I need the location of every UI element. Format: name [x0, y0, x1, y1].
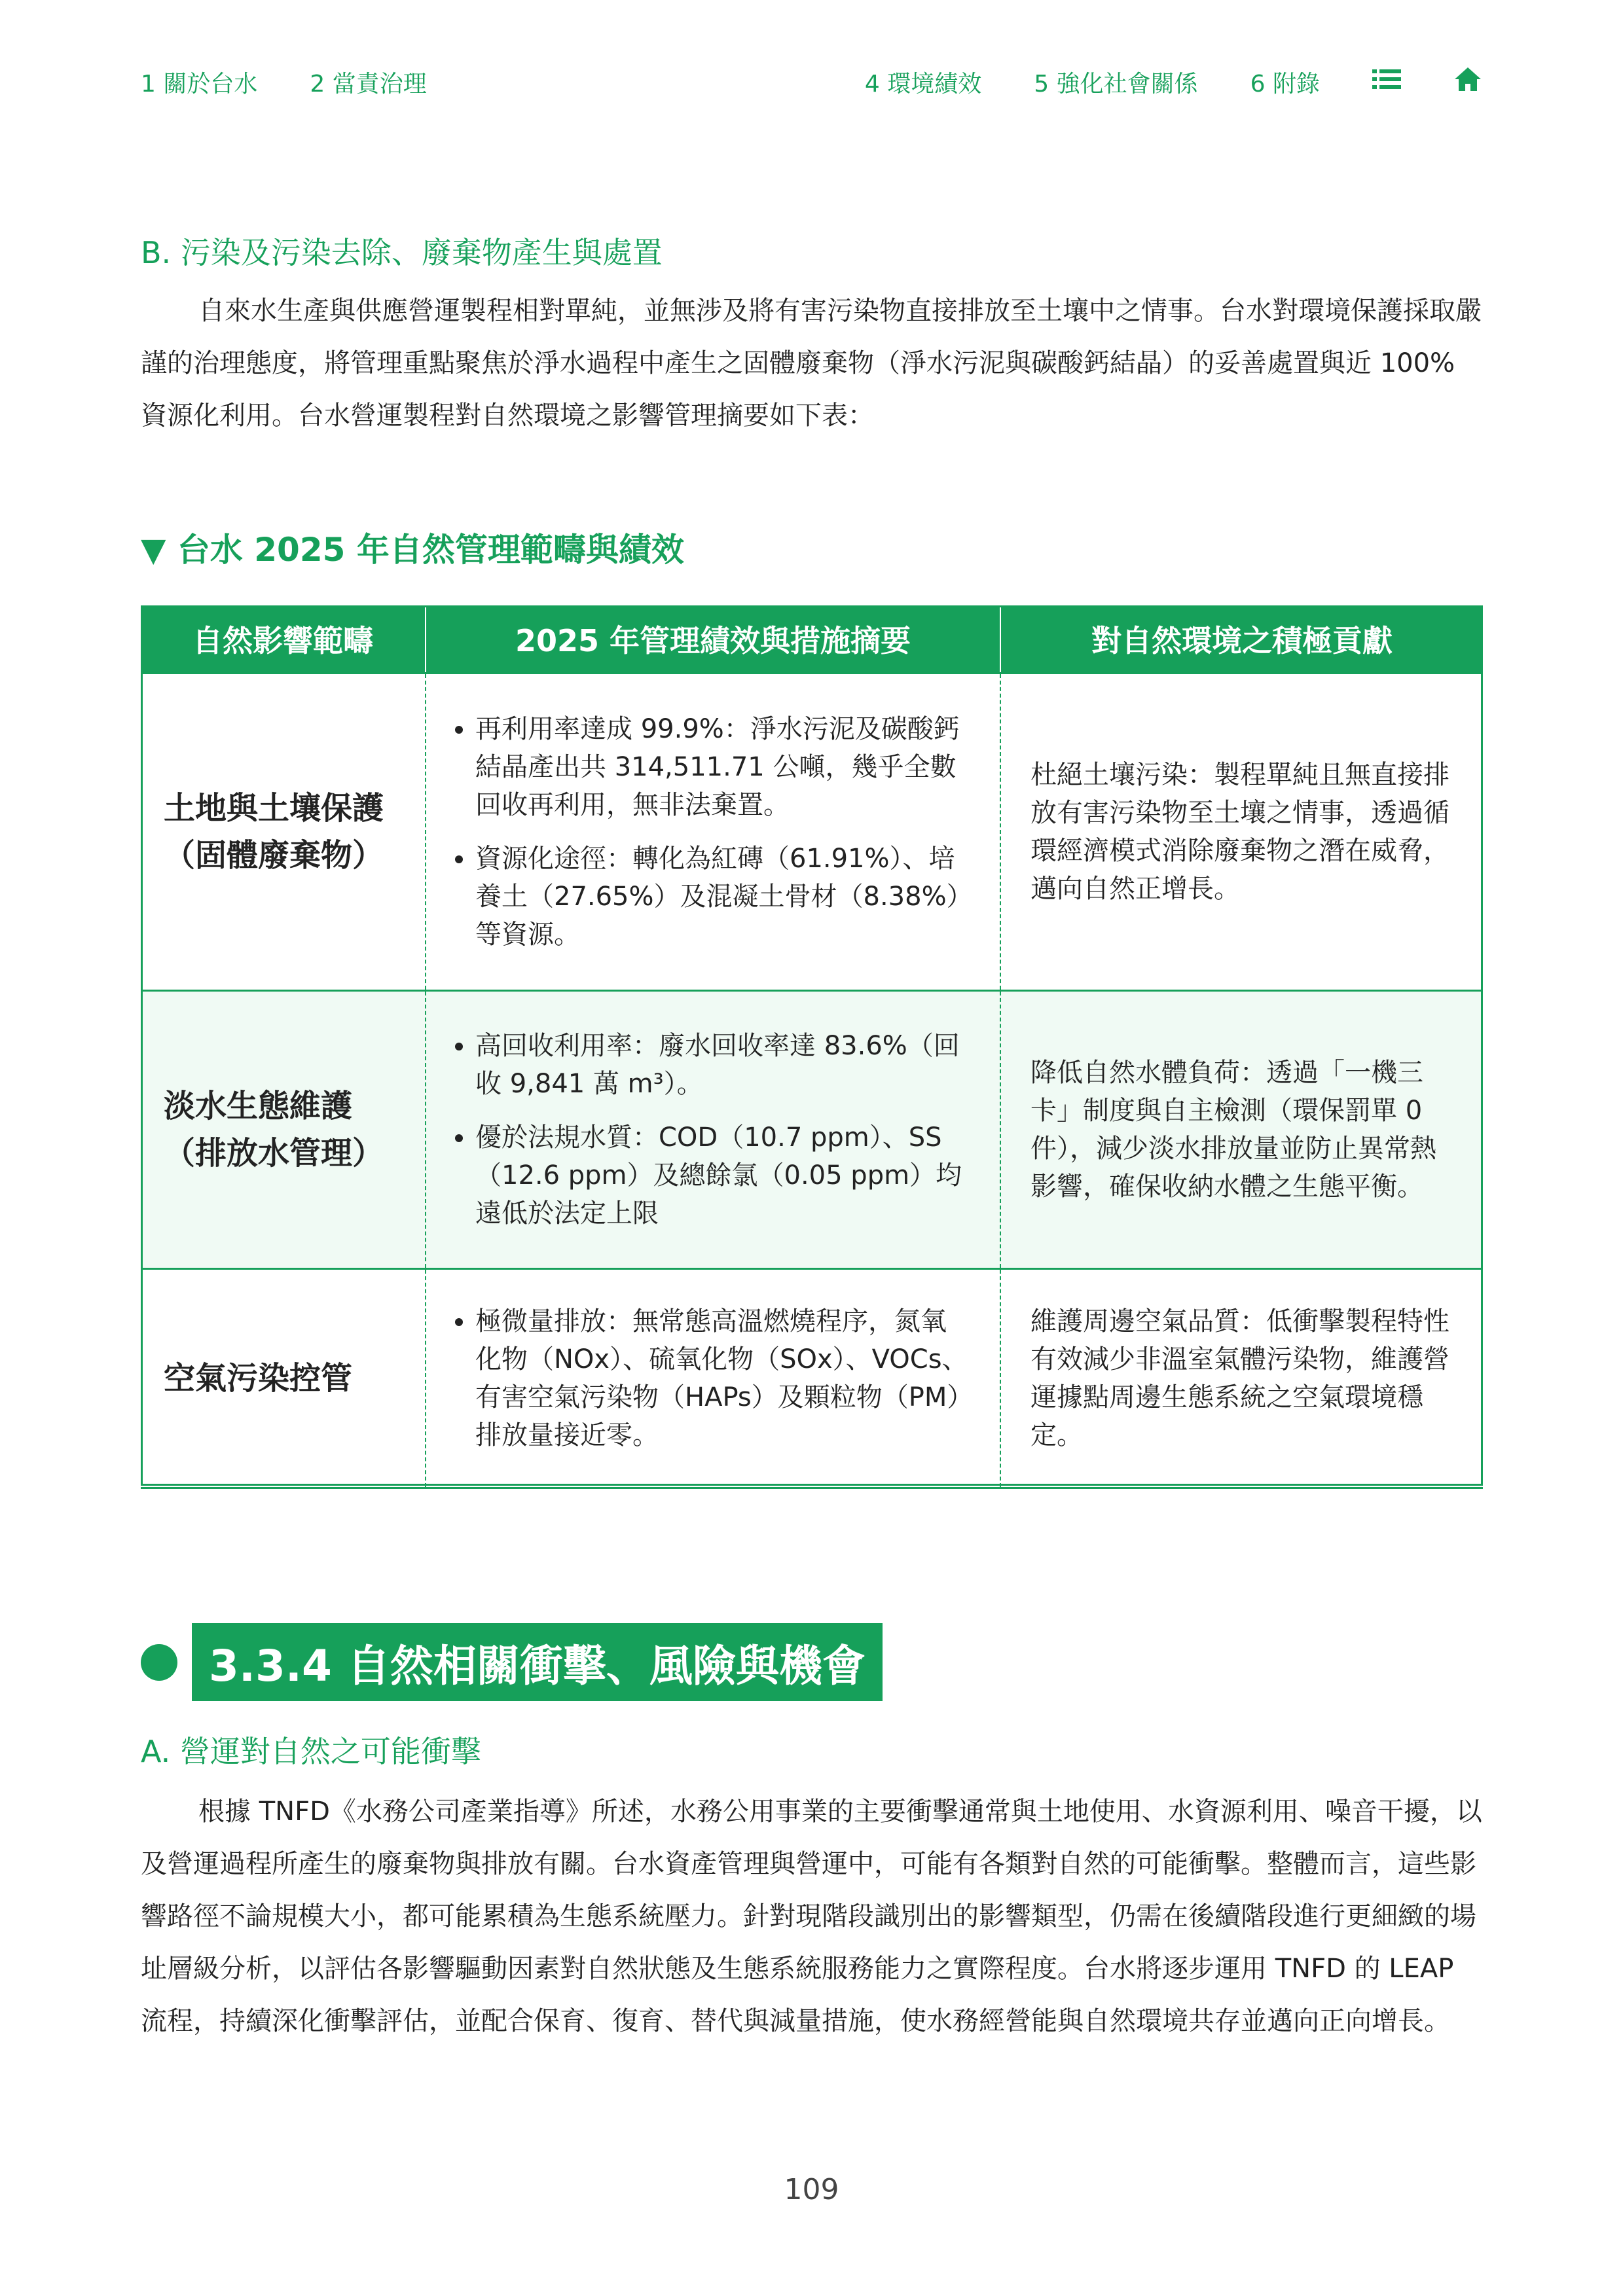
table-row: [141, 1269, 1483, 1488]
bullet-item: • 極微量排放：無常態高溫燃燒程序，氮氧化物（NOx）、硫氧化物（SOx）、VOCs、有害空氣污染物（HAPs）及顆粒物（PM）排放量接近零。: [475, 1302, 970, 1454]
nav-right: [865, 65, 1482, 99]
row-contribution: 降低自然水體負荷：透過「一機三卡」制度與自主檢測（環保罰單 0 件），減少淡水排放量並防止異常熱影響，確保收納水體之生態平衡。: [1000, 991, 1483, 1269]
table-row: [141, 991, 1483, 1269]
bullet-dot-icon: [141, 1644, 177, 1681]
bullet-item: • 高回收利用率：廢水回收率達 83.6%（回收 9,841 萬 m³）。: [475, 1027, 970, 1103]
section-b-paragraph: [141, 285, 1483, 442]
section-a-paragraph: [141, 1785, 1483, 2047]
row-contribution: 維護周邊空氣品質：低衝擊製程特性有效減少非溫室氣體污染物，維護營運據點周邊生態系統之空氣環境穩定。: [1000, 1269, 1483, 1488]
section-b-text: 自來水生產與供應營運製程相對單純，並無涉及將有害污染物直接排放至土壤中之情事。台水對環境保護採取嚴謹的治理態度，將管理重點聚焦於淨水過程中產生之固體廢棄物（淨水污泥與碳酸鈣結晶）的妥善處置與近 100% 資源化利用。台水營運製程對自然環境之影響管理摘要如下表：: [141, 296, 1482, 431]
row-category: 土地與土壤保護 （固體廢棄物）: [141, 673, 426, 991]
list-icon[interactable]: [1372, 67, 1401, 97]
section-334-heading: 3.3.4 自然相關衝擊、風險與機會: [192, 1623, 883, 1701]
row-contribution: 杜絕土壤污染：製程單純且無直接排放有害污染物至土壤之情事，透過循環經濟模式消除廢棄物之潛在威脅，邁向自然正增長。: [1000, 673, 1483, 991]
bullet-item: • 優於法規水質：COD（10.7 ppm）、SS（12.6 ppm）及總餘氯（0.05 ppm）均遠低於法定上限: [475, 1119, 970, 1232]
table-title: ▼ 台水 2025 年自然管理範疇與績效: [141, 531, 684, 569]
table-header-contribution: 對自然環境之積極貢獻: [1000, 605, 1483, 673]
row-category: 空氣污染控管: [141, 1269, 426, 1488]
page-number: 109: [784, 2173, 839, 2206]
nav-link-about[interactable]: 1 關於台水: [141, 71, 258, 98]
section-a-heading: A. 營運對自然之可能衝擊: [141, 1734, 481, 1769]
table-header-performance: 2025 年管理績效與措施摘要: [426, 605, 1000, 673]
nature-management-table: [141, 605, 1483, 1489]
section-b-heading: B. 污染及污染去除、廢棄物產生與處置: [141, 235, 663, 270]
nav-left: [141, 65, 427, 99]
nav-link-governance[interactable]: 2 當責治理: [310, 71, 427, 98]
table-header-scope: 自然影響範疇: [141, 605, 426, 673]
row-performance: [426, 1269, 1000, 1488]
bullet-item: • 資源化途徑：轉化為紅磚（61.91%）、培養土（27.65%）及混凝土骨材（8.38%）等資源。: [475, 840, 970, 954]
section-334-header: [141, 1623, 883, 1701]
top-nav: [141, 65, 1482, 105]
row-performance: [426, 673, 1000, 991]
row-performance: [426, 991, 1000, 1269]
table-row: [141, 673, 1483, 991]
nav-link-social[interactable]: 5 強化社會關係: [1034, 71, 1198, 98]
nav-link-appendix[interactable]: 6 附錄: [1250, 71, 1320, 98]
bullet-item: • 再利用率達成 99.9%：淨水污泥及碳酸鈣結晶產出共 314,511.71 公噸，幾乎全數回收再利用，無非法棄置。: [475, 710, 970, 824]
nav-link-environment[interactable]: 4 環境績效: [864, 71, 982, 98]
section-a-text: 根據 TNFD《水務公司產業指導》所述，水務公用事業的主要衝擊通常與土地使用、水資源利用、噪音干擾，以及營運過程所產生的廢棄物與排放有關。台水資產管理與營運中，可能有各類對自然的可能衝擊。整體而言，這些影響路徑不論規模大小，都可能累積為生態系統壓力。針對現階段識別出的影響類型，仍需在後續階段進行更細緻的場址層級分析，以評估各影響驅動因素對自然狀態及生態系統服務能力之實際程度。台水將逐步運用 TNFD 的 LEAP 流程，持續深化衝擊評估，並配合保育、復育、替代與減量措施，使水務經營能與自然環境共存並邁向正向增長。: [141, 1797, 1482, 2036]
home-icon[interactable]: [1453, 66, 1482, 98]
row-category: 淡水生態維護 （排放水管理）: [141, 991, 426, 1269]
